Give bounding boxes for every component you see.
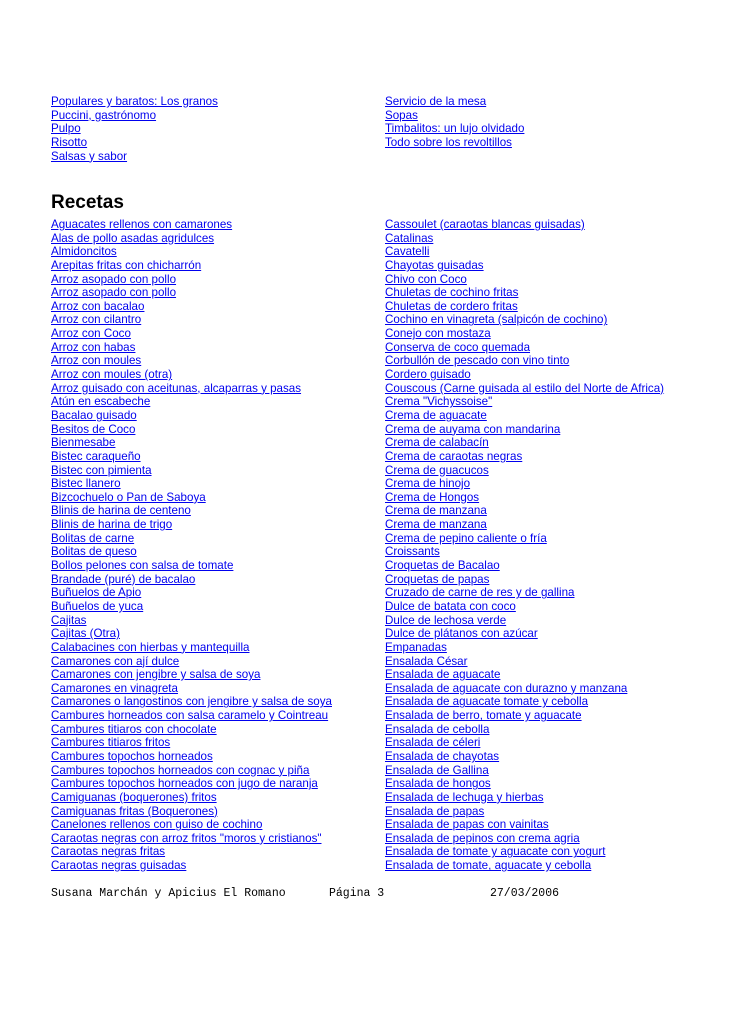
recipe-link[interactable]: Crema de Hongos <box>385 490 480 504</box>
recipe-link[interactable]: Caraotas negras guisadas <box>51 859 187 873</box>
recipe-link[interactable]: Crema de guacucos <box>385 463 489 477</box>
recipe-link[interactable]: Cassoulet (caraotas blancas guisadas) <box>385 218 585 231</box>
recipe-link[interactable]: Dulce de lechosa verde <box>385 613 507 627</box>
recipe-link[interactable]: Dulce de plátanos con azúcar <box>385 627 538 641</box>
recipe-link[interactable]: Camarones con jengibre y salsa de soya <box>51 668 261 682</box>
recipe-link[interactable]: Arroz con moules <box>51 354 142 368</box>
recipe-link[interactable]: Canelones rellenos con guiso de cochino <box>51 818 263 832</box>
recipe-link[interactable]: Buñuelos de Apio <box>51 586 142 600</box>
recipe-link[interactable]: Camarones o langostinos con jengibre y salsa de soya <box>51 695 332 709</box>
recipe-link[interactable]: Ensalada de chayotas <box>385 749 500 763</box>
recipe-link[interactable]: Empanadas <box>385 640 447 654</box>
recipe-link[interactable]: Ensalada de céleri <box>385 736 481 750</box>
recipe-link[interactable]: Cambures topochos horneados con jugo de naranja <box>51 777 318 791</box>
recipe-link[interactable]: Ensalada de papas <box>385 804 485 818</box>
recipe-link[interactable]: Almidoncitos <box>51 245 117 259</box>
recipe-link[interactable]: Arroz asopado con pollo <box>51 286 177 300</box>
recipe-link[interactable]: Crema de caraotas negras <box>385 449 523 463</box>
recipe-link[interactable]: Ensalada de aguacate con durazno y manzana <box>385 681 628 695</box>
recipe-link[interactable]: Arroz con habas <box>51 340 136 354</box>
recipe-link[interactable]: Camarones en vinagreta <box>51 681 178 695</box>
recipe-link[interactable]: Ensalada de pepinos con crema agria <box>385 831 580 845</box>
recipe-link[interactable]: Arepitas fritas con chicharrón <box>51 258 202 272</box>
recipe-link[interactable]: Arroz con bacalao <box>51 299 145 313</box>
recipe-link[interactable]: Caraotas negras fritas <box>51 845 166 859</box>
recetas-list-left <box>51 218 332 873</box>
recipe-link[interactable]: Camiguanas fritas (Boquerones) <box>51 804 218 818</box>
topic-link[interactable]: Salsas y sabor <box>51 149 128 163</box>
recipe-link[interactable]: Crema de pepino caliente o fría <box>385 531 547 545</box>
recipe-link[interactable]: Bolitas de queso <box>51 545 137 559</box>
recipe-link[interactable]: Cambures titiaros fritos <box>51 736 171 750</box>
recipe-link[interactable]: Arroz con Coco <box>51 327 131 341</box>
recipe-link[interactable]: Bacalao guisado <box>51 408 137 422</box>
recipe-link[interactable]: Caraotas negras con arroz fritos "moros y cristianos" <box>51 831 322 845</box>
recipe-link[interactable]: Chuletas de cordero fritas <box>385 299 518 313</box>
recipe-link[interactable]: Aguacates rellenos con camarones <box>51 218 233 231</box>
section-heading-recetas: Recetas <box>51 192 124 213</box>
recipe-link[interactable]: Croquetas de papas <box>385 572 490 586</box>
top-links-left <box>51 95 218 163</box>
recipe-link[interactable]: Crema de manzana <box>385 504 487 518</box>
recipe-link[interactable]: Ensalada de berro, tomate y aguacate <box>385 709 582 723</box>
topic-link[interactable]: Sopas <box>385 108 418 122</box>
recipe-link[interactable]: Cambures titiaros con chocolate <box>51 722 217 736</box>
recipe-link[interactable]: Cambures topochos horneados con cognac y piña <box>51 763 310 777</box>
recipe-link[interactable]: Ensalada de aguacate tomate y cebolla <box>385 695 589 709</box>
recipe-link[interactable]: Crema de auyama con mandarina <box>385 422 561 436</box>
recipe-link[interactable]: Atún en escabeche <box>51 395 151 409</box>
recipe-link[interactable]: Buñuelos de yuca <box>51 599 144 613</box>
recipe-link[interactable]: Cambures horneados con salsa caramelo y Cointreau <box>51 709 329 723</box>
recipe-link[interactable]: Cambures topochos horneados <box>51 749 213 763</box>
recipe-link[interactable]: Bistec con pimienta <box>51 463 152 477</box>
recipe-link[interactable]: Arroz con cilantro <box>51 313 142 327</box>
recipe-link[interactable]: Croquetas de Bacalao <box>385 559 500 573</box>
recipe-link[interactable]: Couscous (Carne guisada al estilo del Norte de Africa) <box>385 381 665 395</box>
topic-link[interactable]: Populares y baratos: Los granos <box>51 95 218 108</box>
recipe-link[interactable]: Ensalada de Gallina <box>385 763 489 777</box>
recipe-link[interactable]: Bollos pelones con salsa de tomate <box>51 559 234 573</box>
topic-link[interactable]: Todo sobre los revoltillos <box>385 135 512 149</box>
recipe-link[interactable]: Croissants <box>385 545 440 559</box>
recipe-link[interactable]: Crema de manzana <box>385 518 487 532</box>
recipe-link[interactable]: Ensalada César <box>385 654 468 668</box>
topic-link[interactable]: Puccini, gastrónomo <box>51 108 157 122</box>
recipe-link[interactable]: Bolitas de carne <box>51 531 135 545</box>
recipe-link[interactable]: Alas de pollo asadas agridulces <box>51 231 215 245</box>
recipe-link[interactable]: Cochino en vinagreta (salpicón de cochino) <box>385 313 608 327</box>
topic-link[interactable]: Timbalitos: un lujo olvidado <box>385 122 525 136</box>
recipe-link[interactable]: Chuletas de cochino fritas <box>385 286 519 300</box>
recipe-link[interactable]: Arroz guisado con aceitunas, alcaparras y pasas <box>51 381 302 395</box>
recipe-link[interactable]: Bizcochuelo o Pan de Saboya <box>51 490 206 504</box>
recipe-link[interactable]: Ensalada de lechuga y hierbas <box>385 790 544 804</box>
recipe-link[interactable]: Blinis de harina de centeno <box>51 504 191 518</box>
recipe-link[interactable]: Calabacines con hierbas y mantequilla <box>51 640 250 654</box>
recipe-link[interactable]: Brandade (puré) de bacalao <box>51 572 196 586</box>
recipe-link[interactable]: Ensalada de aguacate <box>385 668 501 682</box>
footer-page-number: Página 3 <box>329 887 385 900</box>
recipe-link[interactable]: Ensalada de tomate, aguacate y cebolla <box>385 859 592 873</box>
top-links-right <box>385 95 524 150</box>
recipe-link[interactable]: Ensalada de papas con vainitas <box>385 818 549 832</box>
recipe-link[interactable]: Conserva de coco quemada <box>385 340 531 354</box>
recipe-link[interactable]: Blinis de harina de trigo <box>51 518 173 532</box>
topic-link[interactable]: Risotto <box>51 135 88 149</box>
recipe-link[interactable]: Bistec llanero <box>51 477 121 491</box>
recetas-list-right <box>385 218 664 873</box>
recipe-link[interactable]: Chivo con Coco <box>385 272 467 286</box>
recipe-link[interactable]: Besitos de Coco <box>51 422 136 436</box>
recipe-link[interactable]: Cajitas (Otra) <box>51 627 120 641</box>
recipe-link[interactable]: Camiguanas (boquerones) fritos <box>51 790 217 804</box>
recipe-link[interactable]: Ensalada de tomate y aguacate con yogurt <box>385 845 606 859</box>
recipe-link[interactable]: Ensalada de cebolla <box>385 722 490 736</box>
recipe-link[interactable]: Chayotas guisadas <box>385 258 484 272</box>
recipe-link[interactable]: Catalinas <box>385 231 434 245</box>
recipe-link[interactable]: Bienmesabe <box>51 436 116 450</box>
recipe-link[interactable]: Ensalada de hongos <box>385 777 491 791</box>
footer-date: 27/03/2006 <box>490 887 560 900</box>
recipe-link[interactable]: Cruzado de carne de res y de gallina <box>385 586 575 600</box>
recipe-link[interactable]: Cajitas <box>51 613 87 627</box>
recipe-link[interactable]: Crema de hinojo <box>385 477 471 491</box>
recipe-link[interactable]: Dulce de batata con coco <box>385 599 516 613</box>
topic-link[interactable]: Pulpo <box>51 122 81 136</box>
recipe-link[interactable]: Bistec caraqueño <box>51 449 141 463</box>
recipe-link[interactable]: Cavatelli <box>385 245 430 259</box>
recipe-link[interactable]: Cordero guisado <box>385 368 471 382</box>
recipe-link[interactable]: Camarones con ají dulce <box>51 654 180 668</box>
recipe-link[interactable]: Crema de calabacín <box>385 436 489 450</box>
recipe-link[interactable]: Crema "Vichyssoise" <box>385 395 493 409</box>
topic-link[interactable]: Servicio de la mesa <box>385 95 487 108</box>
footer-author: Susana Marchán y Apicius El Romano <box>51 887 286 900</box>
recipe-link[interactable]: Arroz con moules (otra) <box>51 368 173 382</box>
recipe-link[interactable]: Arroz asopado con pollo <box>51 272 177 286</box>
recipe-link[interactable]: Corbullón de pescado con vino tinto <box>385 354 570 368</box>
recipe-link[interactable]: Crema de aguacate <box>385 408 487 422</box>
recipe-link[interactable]: Conejo con mostaza <box>385 327 491 341</box>
